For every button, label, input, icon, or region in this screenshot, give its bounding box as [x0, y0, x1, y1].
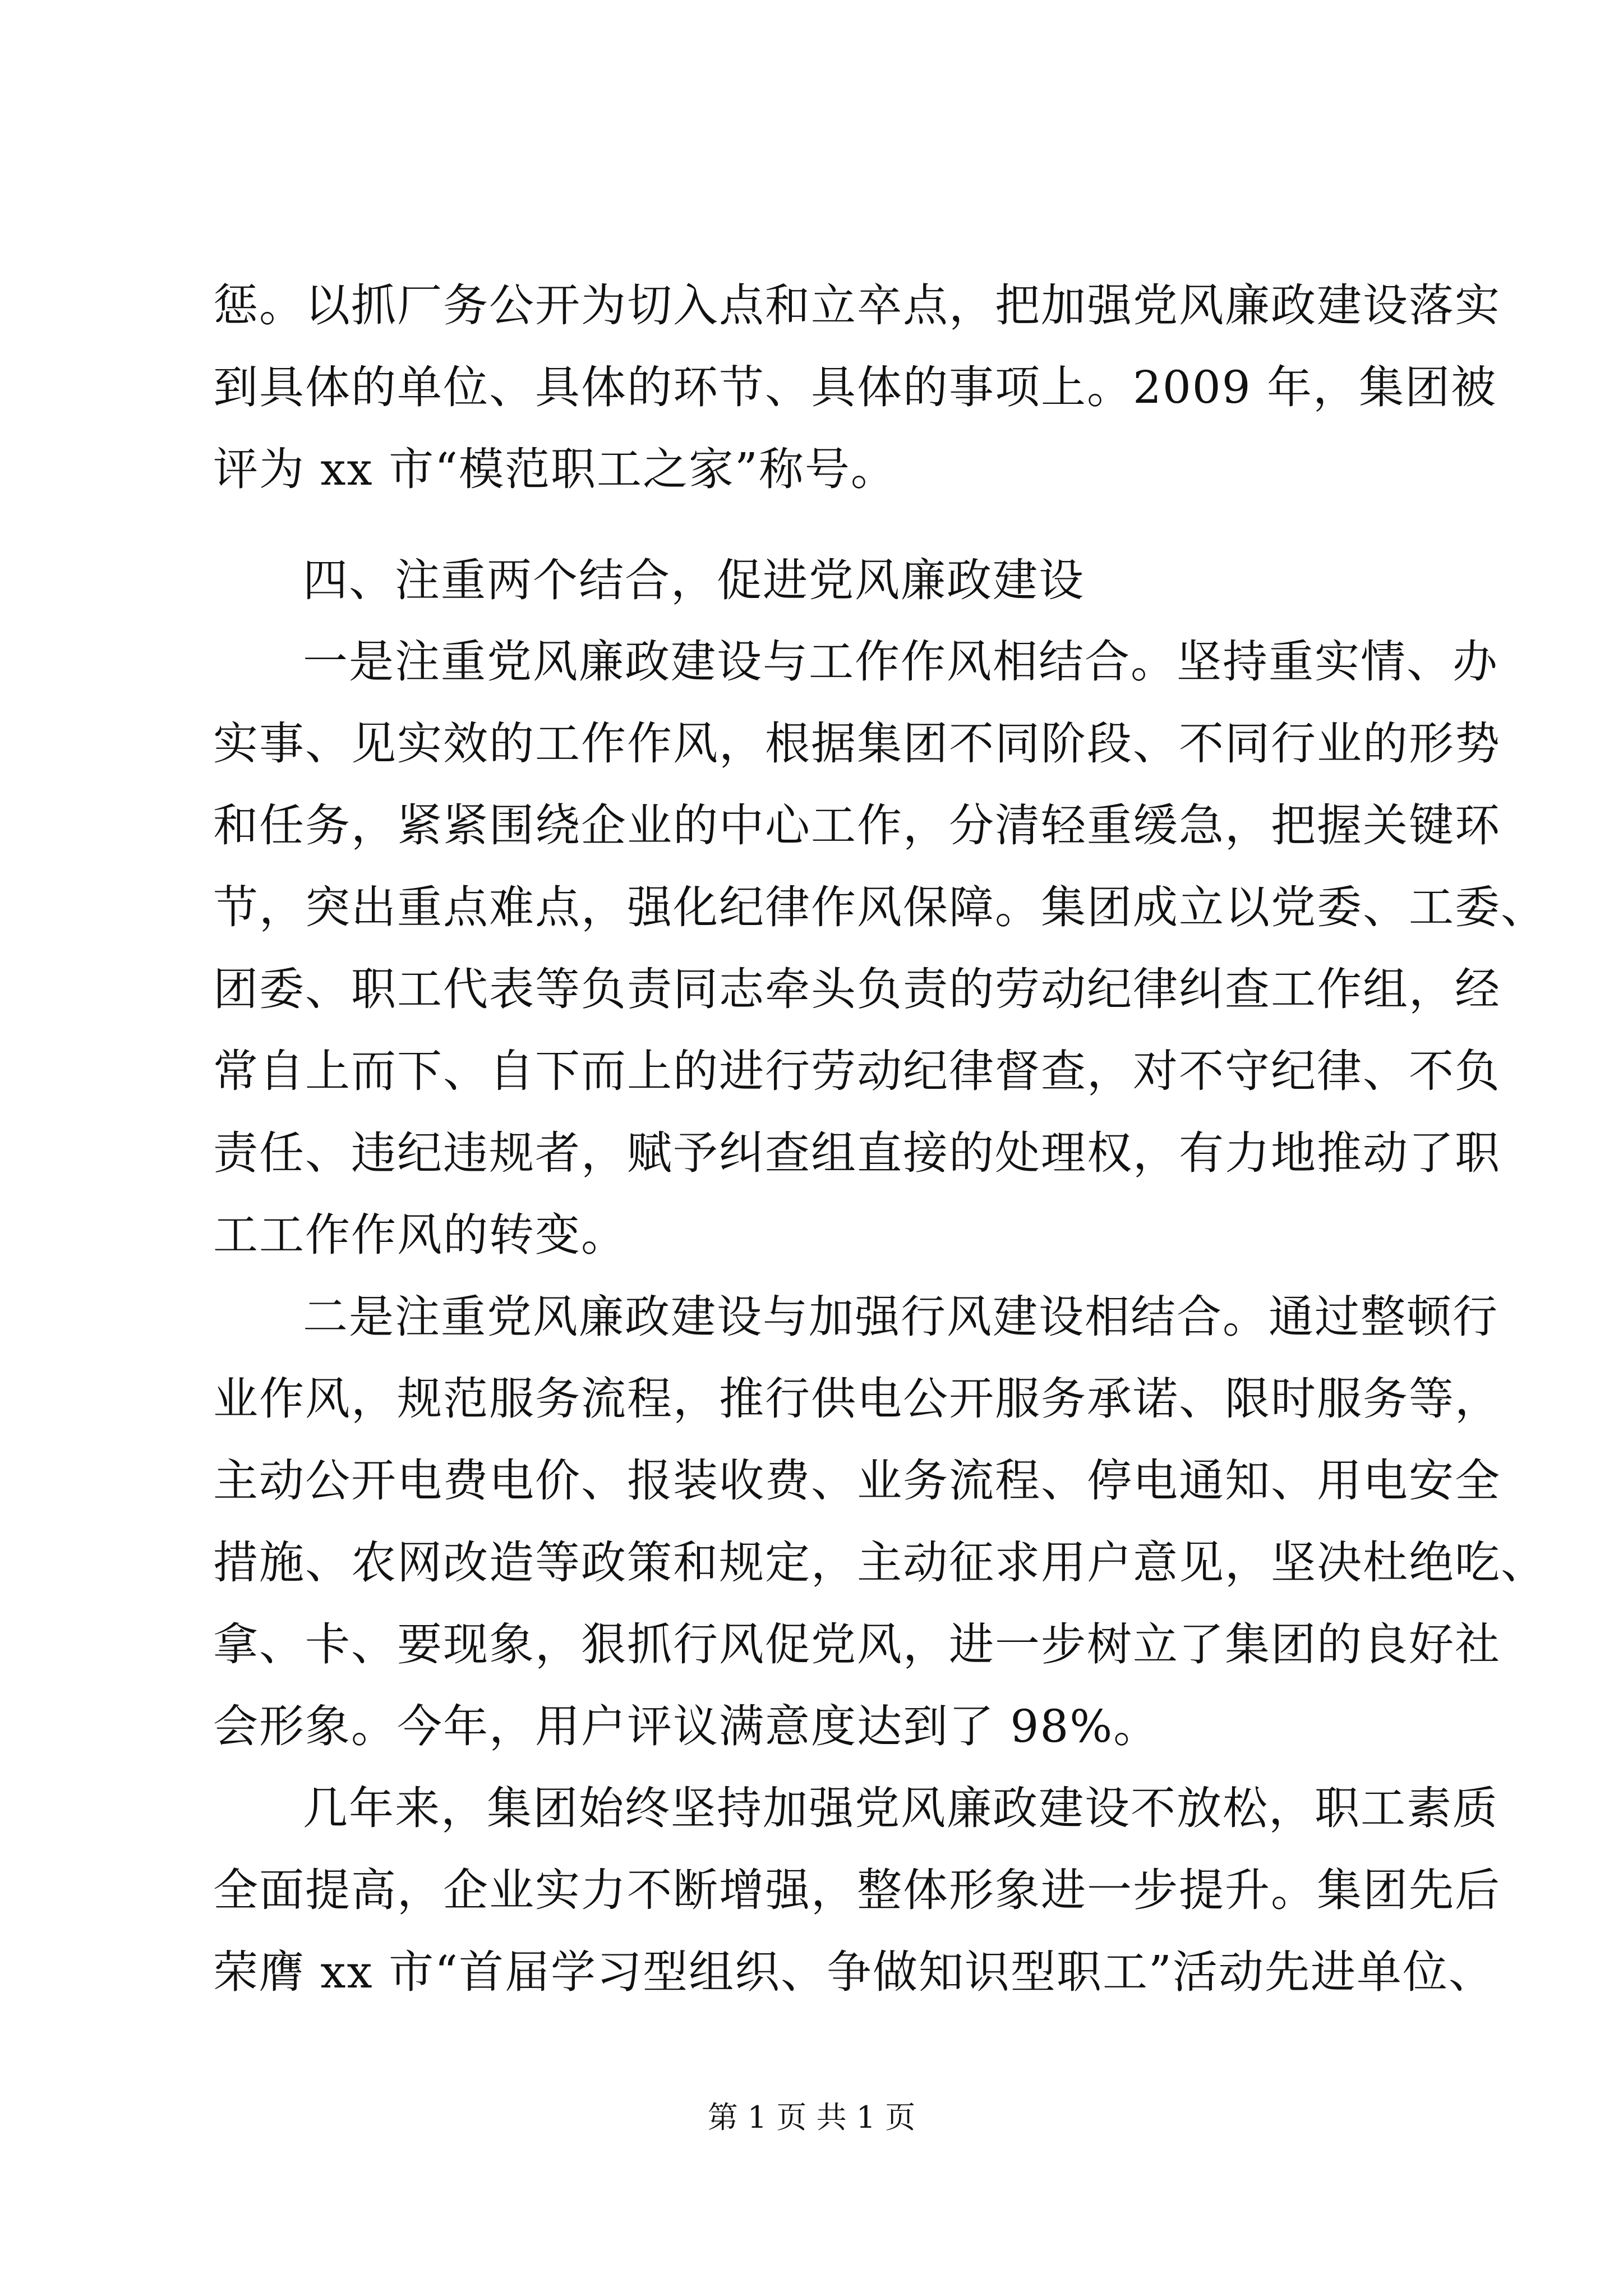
- text-line: 全面提高，企业实力不断增强，整体形象进一步提升。集团先后: [213, 1864, 1501, 1916]
- text-line: 一是注重党风廉政建设与工作作风相结合。坚持重实情、办: [303, 636, 1498, 688]
- text-line: 主动公开电费电价、报装收费、业务流程、停电通知、用电安全: [213, 1455, 1501, 1507]
- text-line: 工工作作风的转变。: [213, 1209, 627, 1261]
- text-line: 节，突出重点难点，强化纪律作风保障。集团成立以党委、工委、: [213, 881, 1547, 933]
- text-line: 评为 xx 市“模范职工之家”称号。: [213, 443, 897, 495]
- text-line: 会形象。今年，用户评议满意度达到了 98%。: [213, 1700, 1160, 1752]
- page-footer: 第 1 页 共 1 页: [707, 2100, 916, 2135]
- text-line: 惩。以抓厂务公开为切入点和立卒点，把加强党风廉政建设落实: [213, 279, 1501, 332]
- text-line: 措施、农网改造等政策和规定，主动征求用户意见，坚决杜绝吃、: [213, 1536, 1547, 1589]
- text-line: 荣膺 xx 市“首届学习型组织、争做知识型职工”活动先进单位、: [213, 1946, 1495, 1998]
- text-line: 责任、违纪违规者，赋予纠查组直接的处理权，有力地推动了职: [213, 1127, 1501, 1179]
- text-line: 拿、卡、要现象，狠抓行风促党风，进一步树立了集团的良好社: [213, 1618, 1501, 1671]
- text-line: 二是注重党风廉政建设与加强行风建设相结合。通过整顿行: [303, 1291, 1498, 1343]
- text-line: 几年来，集团始终坚持加强党风廉政建设不放松，职工素质: [303, 1782, 1498, 1834]
- text-line: 业作风，规范服务流程，推行供电公开服务承诺、限时服务等，: [213, 1373, 1501, 1425]
- text-line: 到具体的单位、具体的环节、具体的事项上。2009 年，集团被: [213, 361, 1497, 413]
- text-line: 常自上而下、自下而上的进行劳动纪律督查，对不守纪律、不负: [213, 1045, 1501, 1097]
- section-heading: 四、注重两个结合，促进党风廉政建设: [303, 554, 1085, 606]
- text-line: 团委、职工代表等负责同志牵头负责的劳动纪律纠查工作组，经: [213, 963, 1501, 1015]
- text-line: 和任务，紧紧围绕企业的中心工作，分清轻重缓急，把握关键环: [213, 799, 1501, 852]
- text-line: 实事、见实效的工作作风，根据集团不同阶段、不同行业的形势: [213, 717, 1501, 770]
